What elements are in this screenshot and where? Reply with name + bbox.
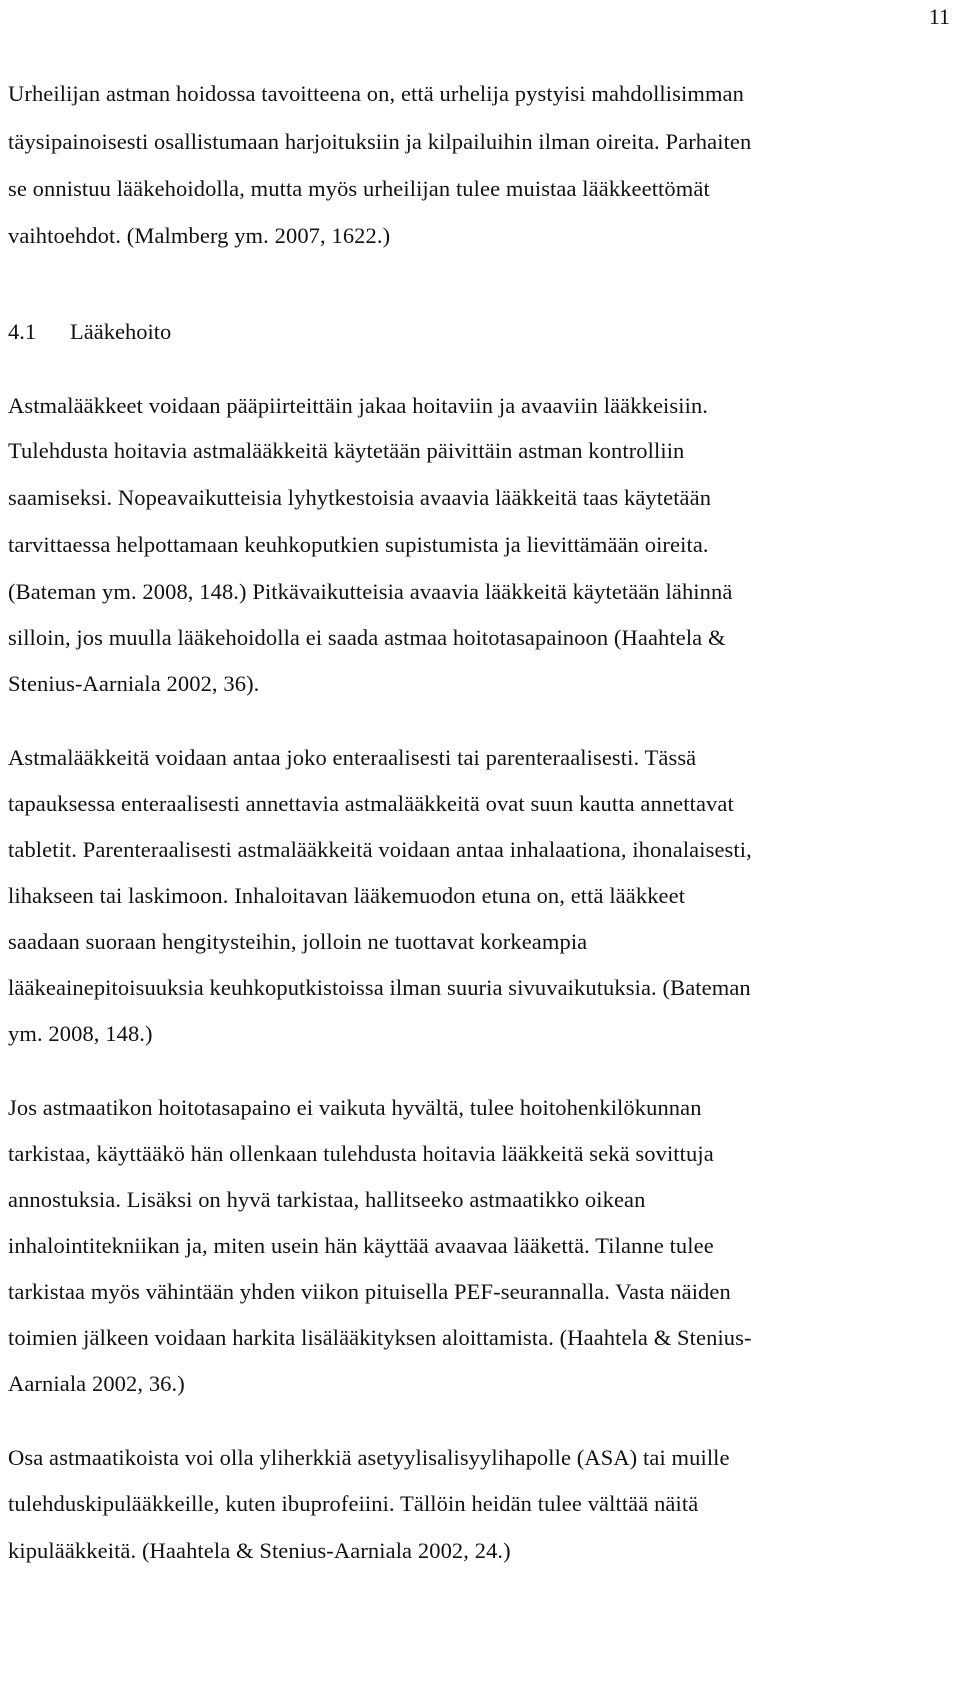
text-line: ym. 2008, 148.) (8, 1021, 153, 1046)
text-line: saadaan suoraan hengitysteihin, jolloin ne tuottavat korkeampia (8, 929, 588, 954)
section-title: Lääkehoito (70, 319, 172, 344)
page-number: 11 (928, 4, 950, 29)
text-line: tulehduskipulääkkeille, kuten ibuprofeiini. Tällöin heidän tulee välttää näitä (8, 1491, 699, 1516)
text-line: tapauksessa enteraalisesti annettavia astmalääkkeitä ovat suun kautta annettavat (8, 791, 734, 816)
text-line: Astmalääkkeitä voidaan antaa joko enteraalisesti tai parenteraalisesti. Tässä (8, 745, 697, 770)
text-line: tarkistaa myös vähintään yhden viikon pituisella PEF-seurannalla. Vasta näiden (8, 1279, 731, 1304)
text-line: Tulehdusta hoitavia astmalääkkeitä käytetään päivittäin astman kontrolliin (8, 438, 685, 463)
text-line: silloin, jos muulla lääkehoidolla ei saada astmaa hoitotasapainoon (Haahtela & (8, 625, 726, 650)
text-line: tabletit. Parenteraalisesti astmalääkkeitä voidaan antaa inhalaationa, ihonalaisesti, (8, 837, 752, 862)
text-line: Urheilijan astman hoidossa tavoitteena on, että urhelija pystyisi mahdollisimman (8, 81, 744, 106)
section-heading (8, 317, 171, 347)
text-line: lääkeainepitoisuuksia keuhkoputkistoissa ilman suuria sivuvaikutuksia. (Bateman (8, 975, 751, 1000)
text-line: Jos astmaatikon hoitotasapaino ei vaikuta hyvältä, tulee hoitohenkilökunnan (8, 1095, 702, 1120)
text-line: Astmalääkkeet voidaan pääpiirteittäin jakaa hoitaviin ja avaaviin lääkkeisiin. (8, 393, 709, 418)
text-line: vaihtoehdot. (Malmberg ym. 2007, 1622.) (8, 223, 391, 248)
text-line: toimien jälkeen voidaan harkita lisälääkityksen aloittamista. (Haahtela & Stenius- (8, 1325, 752, 1350)
text-line: lihakseen tai laskimoon. Inhaloitavan lääkemuodon etuna on, että lääkkeet (8, 883, 686, 908)
text-line: se onnistuu lääkehoidolla, mutta myös urheilijan tulee muistaa lääkkeettömät (8, 176, 710, 201)
text-line: Osa astmaatikoista voi olla yliherkkiä asetyylisalisyylihapolle (ASA) tai muille (8, 1445, 730, 1470)
text-line: annostuksia. Lisäksi on hyvä tarkistaa, hallitseeko astmaatikko oikean (8, 1187, 646, 1212)
text-line: tarvittaessa helpottamaan keuhkoputkien supistumista ja lievittämään oireita. (8, 532, 709, 557)
section-number: 4.1 (8, 319, 37, 344)
text-line: tarkistaa, käyttääkö hän ollenkaan tulehdusta hoitavia lääkkeitä sekä sovittuja (8, 1141, 714, 1166)
text-line: kipulääkkeitä. (Haahtela & Stenius-Aarniala 2002, 24.) (8, 1538, 511, 1563)
text-line: inhalointitekniikan ja, miten usein hän käyttää avaavaa lääkettä. Tilanne tulee (8, 1233, 714, 1258)
text-line: saamiseksi. Nopeavaikutteisia lyhytkestoisia avaavia lääkkeitä taas käytetään (8, 485, 712, 510)
text-line: Aarniala 2002, 36.) (8, 1371, 185, 1396)
text-line: täysipainoisesti osallistumaan harjoituksiin ja kilpailuihin ilman oireita. Parhaiten (8, 129, 752, 154)
text-line: Stenius-Aarniala 2002, 36). (8, 671, 260, 696)
text-line: (Bateman ym. 2008, 148.) Pitkävaikutteisia avaavia lääkkeitä käytetään lähinnä (8, 579, 733, 604)
